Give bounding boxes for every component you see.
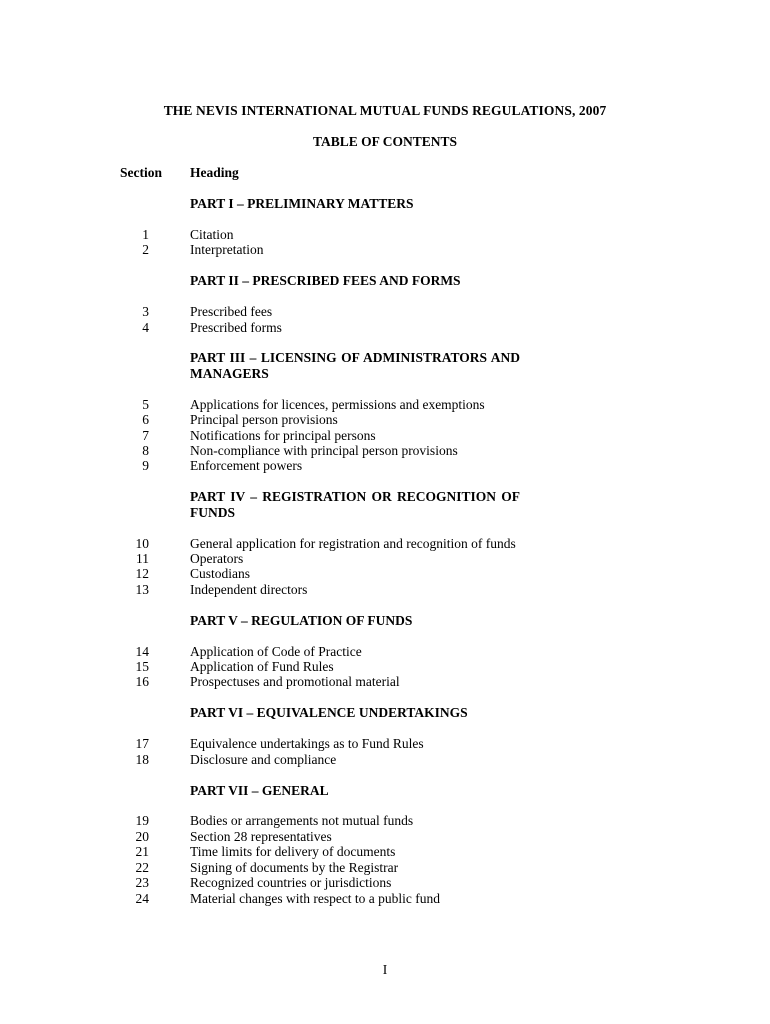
section-heading: Recognized countries or jurisdictions bbox=[190, 875, 392, 891]
section-number: 5 bbox=[142, 396, 149, 412]
section-list bbox=[0, 813, 770, 905]
section-heading: Application of Code of Practice bbox=[190, 643, 362, 659]
section-heading: Material changes with respect to a public fund bbox=[190, 890, 441, 906]
section-heading: Independent directors bbox=[190, 581, 308, 597]
toc-entry bbox=[0, 891, 770, 906]
section-heading: Prospectuses and promotional material bbox=[190, 674, 400, 690]
part-heading: PART VII – GENERAL bbox=[190, 782, 329, 798]
toc-entry bbox=[0, 551, 770, 566]
section-number: 7 bbox=[142, 427, 149, 443]
section-heading: Interpretation bbox=[190, 242, 264, 258]
section-number: 21 bbox=[135, 844, 149, 860]
section-number: 17 bbox=[135, 736, 149, 752]
heading-column-header: Heading bbox=[190, 165, 239, 180]
section-number: 22 bbox=[135, 859, 149, 875]
section-heading: Notifications for principal persons bbox=[190, 427, 376, 443]
toc-entry bbox=[0, 304, 770, 319]
section-number: 19 bbox=[135, 813, 149, 829]
section-number: 24 bbox=[135, 890, 149, 906]
toc-title: TABLE OF CONTENTS bbox=[312, 134, 458, 149]
section-heading: Prescribed forms bbox=[190, 319, 282, 335]
section-heading: Time limits for delivery of documents bbox=[190, 844, 396, 860]
toc-entry bbox=[0, 582, 770, 597]
section-heading: Equivalence undertakings as to Fund Rules bbox=[190, 736, 424, 752]
section-heading: Application of Fund Rules bbox=[190, 659, 334, 675]
section-number: 6 bbox=[142, 412, 149, 428]
toc-entry bbox=[0, 227, 770, 242]
toc-entry bbox=[0, 320, 770, 335]
section-heading: Signing of documents by the Registrar bbox=[190, 859, 399, 875]
part-heading: PART I – PRELIMINARY MATTERS bbox=[190, 196, 414, 211]
section-number: 1 bbox=[142, 226, 149, 242]
part-heading: PART V – REGULATION OF FUNDS bbox=[190, 612, 413, 628]
part-heading: PART III – LICENSING OF ADMINISTRATORS AND MANAGERS bbox=[190, 350, 520, 381]
toc-entry bbox=[0, 829, 770, 844]
toc-entry bbox=[0, 813, 770, 828]
section-number: 4 bbox=[142, 319, 149, 335]
section-list bbox=[0, 397, 770, 474]
page-number: I bbox=[382, 962, 388, 977]
part-heading: PART VI – EQUIVALENCE UNDERTAKINGS bbox=[190, 705, 468, 721]
toc-entry bbox=[0, 659, 770, 674]
section-number: 16 bbox=[135, 674, 149, 690]
section-heading: Principal person provisions bbox=[190, 412, 338, 428]
section-number: 13 bbox=[135, 581, 149, 597]
table-of-contents bbox=[0, 196, 770, 921]
toc-entry bbox=[0, 752, 770, 767]
toc-entry bbox=[0, 736, 770, 751]
toc-entry bbox=[0, 674, 770, 689]
section-heading: Applications for licences, permissions and exemptions bbox=[190, 396, 485, 412]
section-heading: Non-compliance with principal person provisions bbox=[190, 442, 458, 458]
toc-entry bbox=[0, 428, 770, 443]
toc-entry bbox=[0, 644, 770, 659]
section-list bbox=[0, 536, 770, 598]
section-heading: Disclosure and compliance bbox=[190, 751, 337, 767]
section-number: 23 bbox=[135, 875, 149, 891]
document-title: THE NEVIS INTERNATIONAL MUTUAL FUNDS REGULATIONS, 2007 bbox=[163, 103, 607, 118]
toc-entry bbox=[0, 566, 770, 581]
toc-entry bbox=[0, 458, 770, 473]
toc-entry bbox=[0, 860, 770, 875]
section-number: 12 bbox=[135, 566, 149, 582]
section-number: 11 bbox=[136, 551, 149, 566]
section-number: 9 bbox=[142, 458, 149, 474]
toc-entry bbox=[0, 242, 770, 257]
section-number: 2 bbox=[142, 242, 149, 258]
section-heading: Custodians bbox=[190, 566, 251, 582]
section-list bbox=[0, 304, 770, 335]
section-number: 20 bbox=[135, 828, 149, 844]
toc-entry bbox=[0, 875, 770, 890]
section-list bbox=[0, 644, 770, 690]
part-heading: PART II – PRESCRIBED FEES AND FORMS bbox=[190, 273, 461, 289]
section-list bbox=[0, 227, 770, 258]
section-heading: Enforcement powers bbox=[190, 458, 303, 474]
section-heading: Operators bbox=[190, 551, 244, 566]
section-number: 18 bbox=[135, 751, 149, 767]
section-heading: Prescribed fees bbox=[190, 304, 273, 320]
section-heading: Bodies or arrangements not mutual funds bbox=[190, 813, 414, 829]
toc-entry bbox=[0, 412, 770, 427]
part-heading: PART IV – REGISTRATION OR RECOGNITION OF FUNDS bbox=[190, 489, 520, 520]
section-heading: Section 28 representatives bbox=[190, 828, 332, 844]
section-number: 15 bbox=[135, 659, 149, 675]
section-list bbox=[0, 736, 770, 767]
section-number: 10 bbox=[135, 535, 149, 551]
section-column-header: Section bbox=[120, 165, 162, 180]
toc-entry bbox=[0, 397, 770, 412]
section-number: 14 bbox=[135, 643, 149, 659]
toc-entry bbox=[0, 844, 770, 859]
section-number: 8 bbox=[142, 442, 149, 458]
toc-entry bbox=[0, 443, 770, 458]
toc-entry bbox=[0, 536, 770, 551]
section-heading: General application for registration and recognition of funds bbox=[190, 535, 516, 551]
section-number: 3 bbox=[142, 304, 149, 320]
section-heading: Citation bbox=[190, 226, 234, 242]
